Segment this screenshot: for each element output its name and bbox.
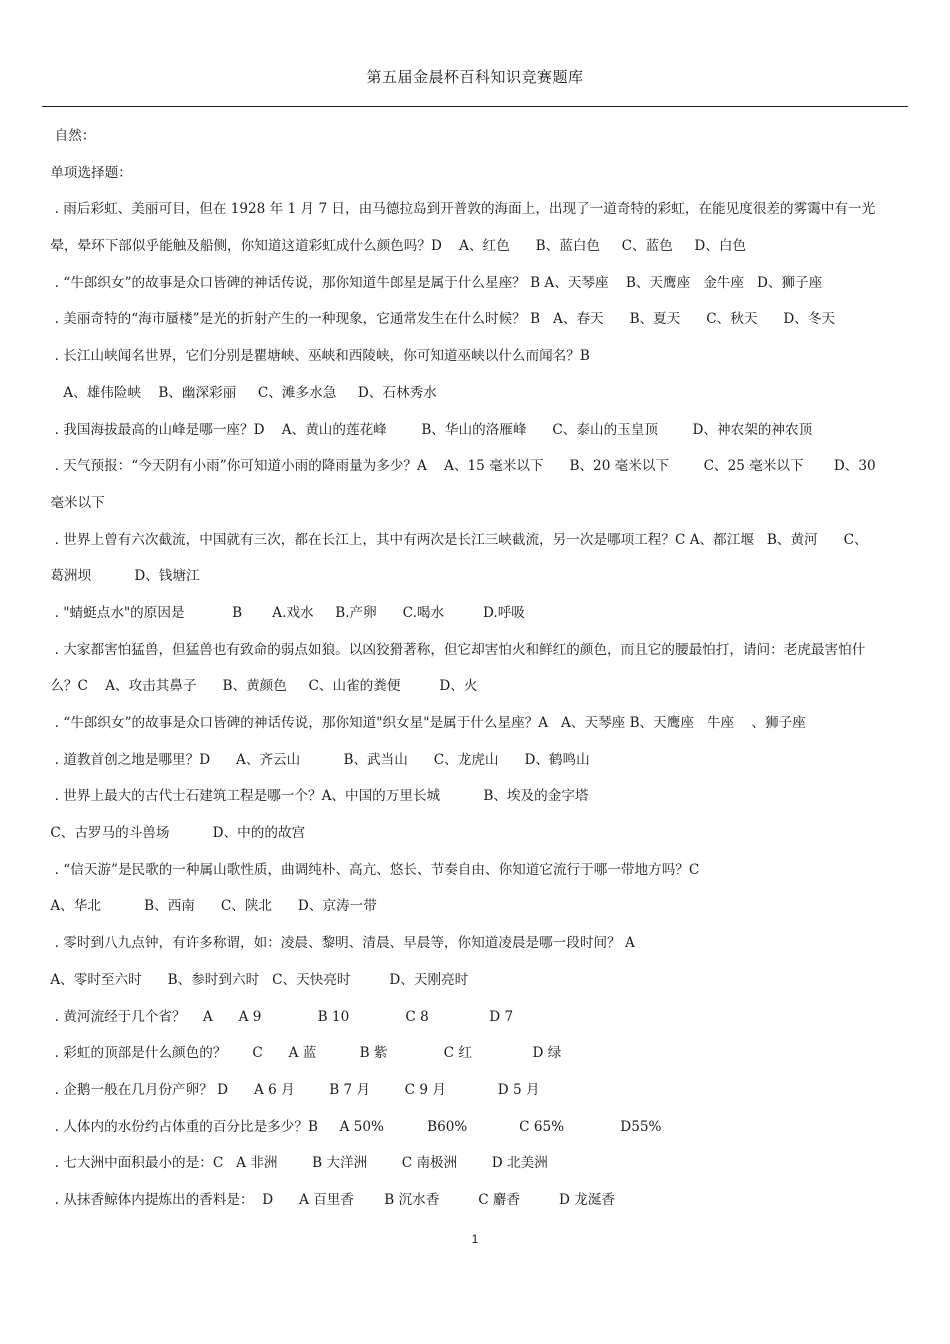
text-line: 毫米以下 (46, 494, 105, 511)
text-line: . 企鹅一般在几月份产卵？ D A 6 月 B 7 月 C 9 月 D 5 月 (46, 1081, 540, 1098)
text-line: . 天气预报：“今天阴有小雨”你可知道小雨的降雨量为多少？A A、15 毫米以下 B、20 毫米以下 C、25 毫米以下 D、30 (46, 458, 876, 475)
text-line: . 七大洲中面积最小的是：C A 非洲 B 大洋洲 C 南极洲 D 北美洲 (46, 1155, 548, 1172)
text-line: . "蜻蜓点水"的原因是 B A.戏水 B.产卵 C.喝水 D.呼吸 (46, 604, 525, 621)
text-line: . 世界上曾有六次截流，中国就有三次，都在长江上，其中有两次是长江三峡截流，另一次是哪项工程？C A、都江堰 B、黄河 C、 (46, 531, 868, 548)
document-title: 第五届金晨杯百科知识竞赛题库 (366, 68, 584, 86)
text-line: . “牛郎织女”的故事是众口皆碑的神话传说，那你知道牛郎星是属于什么星座？ B A、天琴座 B、天鹰座 金牛座 D、狮子座 (46, 274, 823, 291)
text-line: . 美丽奇特的“海市蜃楼”是光的折射产生的一种现象，它通常发生在什么时候？ B A、春天 B、夏天 C、秋天 D、冬天 (46, 311, 836, 328)
text-line: A、零时至六时 B、参时到六时 C、天快亮时 D、天刚亮时 (46, 971, 469, 988)
document-body (46, 118, 916, 1219)
text-line: . 大家都害怕猛兽，但猛兽也有致命的弱点如狼。以凶狡猾著称，但它却害怕火和鲜红的颜色，而且它的腰最怕打，请问：老虎最害怕什 (46, 641, 866, 658)
text-line: A、雄伟险峡 B、幽深彩丽 C、滩多水急 D、石林秀水 (46, 384, 437, 401)
text-line: . 人体内的水份约占体重的百分比是多少？B A 50% B60% C 65% D55% (46, 1118, 662, 1135)
text-line: 晕，晕环下部似乎能触及船侧，你知道这道彩虹成什么颜色吗？D A、红色 B、蓝白色 C、蓝色 D、白色 (46, 238, 747, 255)
text-line: . 世界上最大的古代士石建筑工程是哪一个？A、中国的万里长城 B、埃及的金字塔 (46, 788, 589, 805)
text-line: . 零时到八九点钟，有许多称谓，如：凌晨、黎明、清晨、早晨等，你知道凌晨是哪一段时间？ A (46, 935, 635, 952)
text-line: . “信天游”是民歌的一种属山歌性质，曲调纯朴、高亢、悠长、节奏自由、你知道它流行于哪一带地方吗？C (46, 861, 700, 878)
text-line: . 黄河流经于几个省？ A A 9 B 10 C 8 D 7 (46, 1008, 514, 1025)
subsection-heading: 单项选择题： (46, 164, 132, 181)
text-line: . 道教首创之地是哪里？D A、齐云山 B、武当山 C、龙虎山 D、鹤鸣山 (46, 751, 590, 768)
page-number: 1 (471, 1232, 479, 1246)
text-line: 么？C A、攻击其鼻子 B、黄颜色 C、山雀的粪便 D、火 (46, 678, 478, 695)
section-heading: 自然： (46, 128, 96, 144)
text-line: . 从抹香鲸体内提炼出的香料是： D A 百里香 B 沉水香 C 麝香 D 龙涎香 (46, 1191, 616, 1208)
text-line: . “牛郎织女”的故事是众口皆碑的神话传说，那你知道"织女星"是属于什么星座？A A、天琴座 B、天鹰座 牛座 、狮子座 (46, 715, 806, 731)
text-line: . 雨后彩虹、美丽可目，但在 1928 年 1 月 7 日，由马德拉岛到开普敦的海面上，出现了一道奇特的彩虹，在能见度很差的雾霭中有一光 (46, 201, 876, 218)
text-line: . 我国海拔最高的山峰是哪一座？D A、黄山的莲花峰 B、华山的洛雁峰 C、泰山的玉皇顶 D、神农架的神农顶 (46, 421, 813, 438)
text-line: 葛洲坝 D、钱塘江 (46, 568, 200, 585)
text-line: A、华北 B、西南 C、陕北 D、京涛一带 (46, 898, 377, 915)
text-line: . 彩虹的顶部是什么颜色的？ C A 蓝 B 紫 C 红 D 绿 (46, 1045, 562, 1062)
header-rule (42, 106, 908, 107)
text-line: C、古罗马的斗兽场 D、中的的故宫 (46, 825, 306, 842)
text-line: . 长江山峡闻名世界，它们分别是瞿塘峡、巫峡和西陵峡，你可知道巫峡以什么而闻名？B (46, 348, 590, 365)
